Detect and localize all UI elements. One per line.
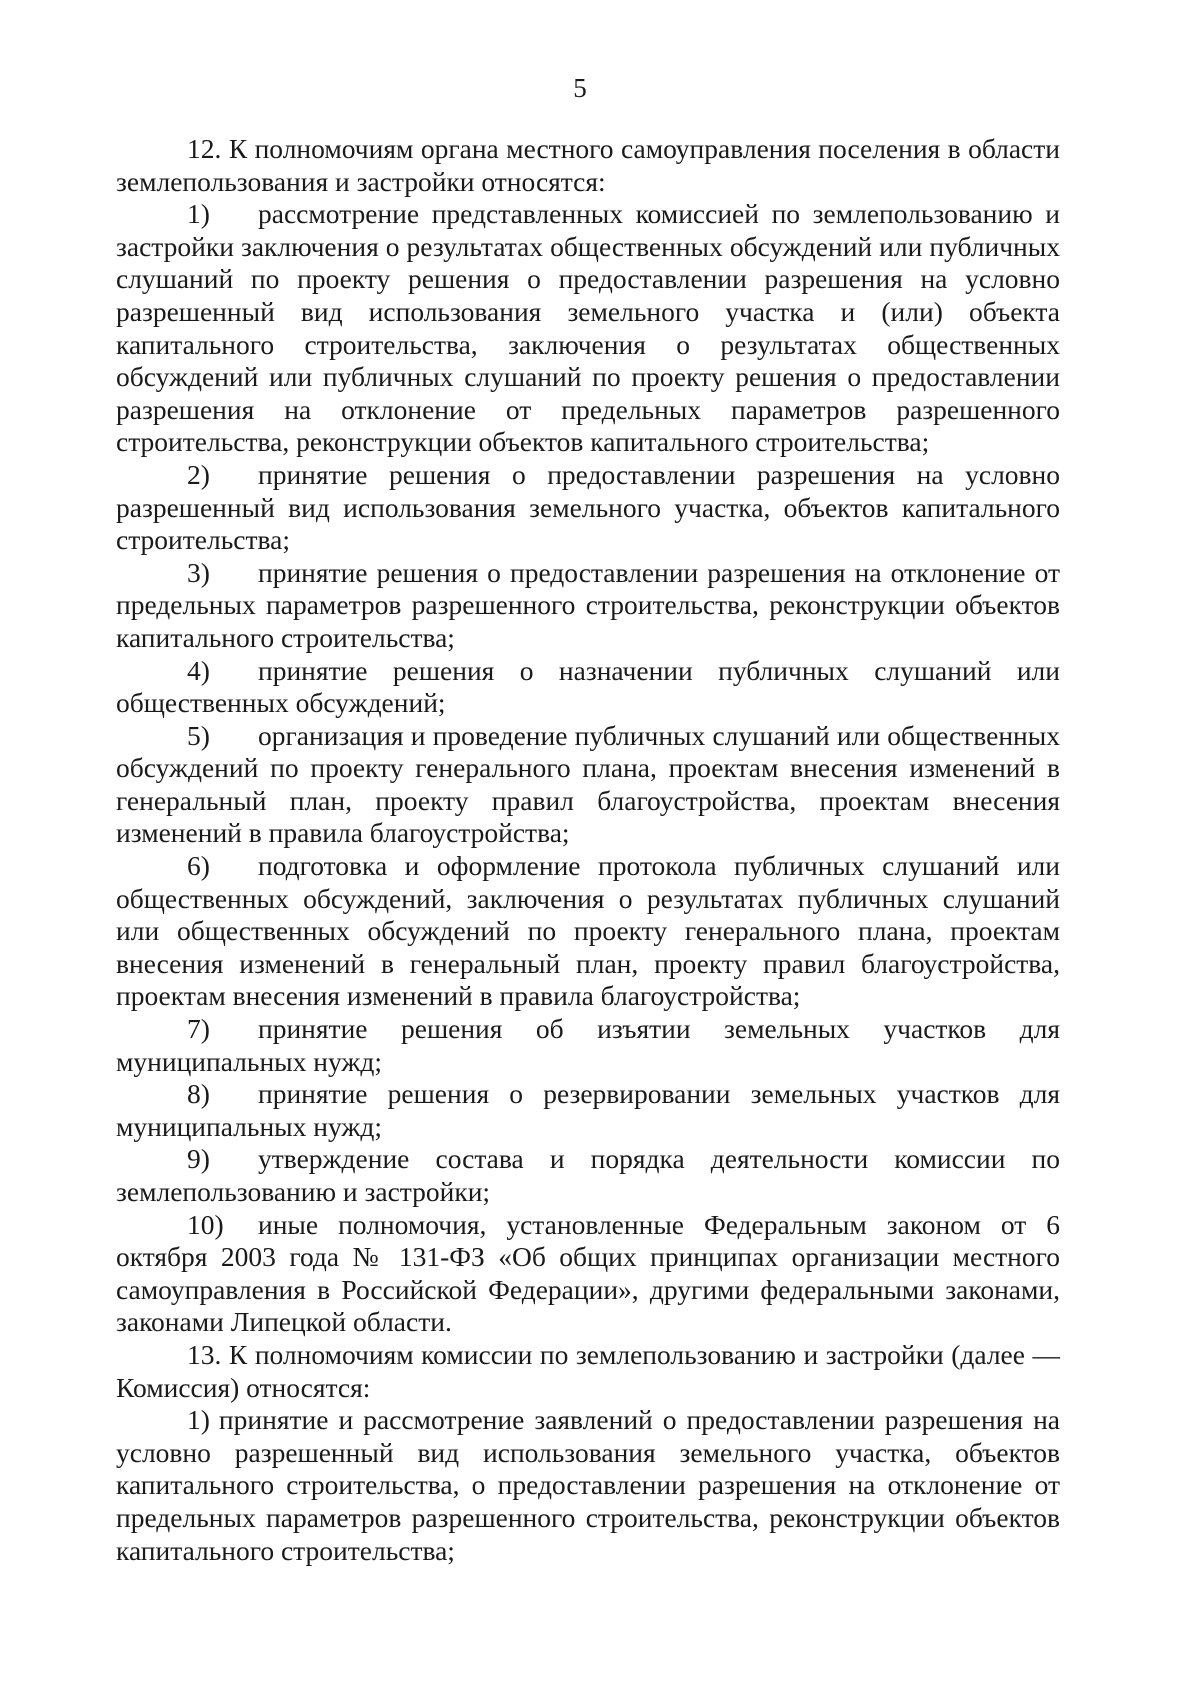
item-number: 5)	[187, 719, 210, 751]
section-13-intro: 13. К полномочиям комиссии по землепользованию и застройки (далее — Комиссия) относятся:	[116, 1338, 1060, 1403]
section-12-intro: 12. К полномочиям органа местного самоуправления поселения в области землепользования и застройки относятся:	[116, 133, 1060, 197]
item-text: принятие решения о резервировании земельных участков для муниципальных нужд;	[116, 1078, 1060, 1142]
item-text: организация и проведение публичных слушаний или общественных обсуждений по проекту генерального плана, проектам внесения изменений в генеральный план, проекту правил благоустройства, проектам внесения изменений в правила благоустройства;	[116, 719, 1060, 849]
item-number: 7)	[187, 1013, 210, 1045]
item-text: утверждение состава и порядка деятельности комиссии по землепользованию и застройки;	[116, 1143, 1060, 1207]
item-text: принятие решения о назначении публичных слушаний или общественных обсуждений;	[116, 654, 1060, 719]
item-text: принятие решения о предоставлении разрешения на отклонение от предельных параметров разрешенного строительства, реконструкции объектов капитального строительства;	[116, 556, 1060, 653]
item-number: 1)	[187, 1404, 210, 1436]
item-text: подготовка и оформление протокола публичных слушаний или общественных обсуждений, заключения о результатах публичных слушаний или общественных обсуждений по проекту генерального плана, проектам внесения изменений в генеральный план, проекту правил благоустройства, проектам внесения изменений в правила благоустройства;	[116, 850, 1060, 1012]
item-text: принятие и рассмотрение заявлений о предоставлении разрешения на условно разрешенный вид использования земельного участка, объектов капитального строительства, о предоставлении разрешения на отклонение от предельных параметров разрешенного строительства, реконструкции объектов капитального строительства;	[116, 1404, 1060, 1566]
section-12-item-9	[116, 1143, 1060, 1208]
section-12-item-8	[116, 1078, 1060, 1143]
item-number: 8)	[187, 1078, 210, 1110]
section-12-item-6	[116, 850, 1060, 1013]
section-12-item-4	[116, 655, 1060, 720]
item-text: рассмотрение представленных комиссией по землепользованию и застройки заключения о результатах общественных обсуждений или публичных слушаний по проекту решения о предоставлении разрешения на условно разрешенный вид использования земельного участка и (или) объекта капитального строительства, заключения о результатах общественных обсуждений или публичных слушаний по проекту решения о предоставлении разрешения на отклонение от предельных параметров разрешенного строительства, реконструкции объектов капитального строительства;	[116, 198, 1060, 458]
item-number: 9)	[187, 1143, 210, 1175]
item-number: 4)	[187, 654, 210, 686]
item-number: 1)	[187, 198, 210, 230]
section-12-item-2	[116, 459, 1060, 557]
item-text: иные полномочия, установленные Федеральным законом от 6 октября 2003 года № 131-ФЗ «Об общих принципах организации местного самоуправления в Российской Федерации», другими федеральными законами, законами Липецкой области.	[116, 1208, 1060, 1338]
section-12-item-3	[116, 557, 1060, 655]
item-number: 6)	[187, 850, 210, 882]
item-number: 2)	[187, 458, 210, 490]
section-12-item-1	[116, 198, 1060, 459]
section-12-item-5	[116, 720, 1060, 850]
page-number: 5	[573, 73, 587, 103]
section-13-item-1	[116, 1404, 1060, 1567]
item-number: 10)	[187, 1208, 224, 1240]
item-text: принятие решения о предоставлении разрешения на условно разрешенный вид использования земельного участка, объектов капитального строительства;	[116, 458, 1060, 556]
section-12-item-10	[116, 1209, 1060, 1339]
document-body	[116, 133, 1060, 1567]
item-text: принятие решения об изъятии земельных участков для муниципальных нужд;	[116, 1013, 1060, 1077]
section-12-item-7	[116, 1013, 1060, 1078]
item-number: 3)	[187, 556, 210, 588]
